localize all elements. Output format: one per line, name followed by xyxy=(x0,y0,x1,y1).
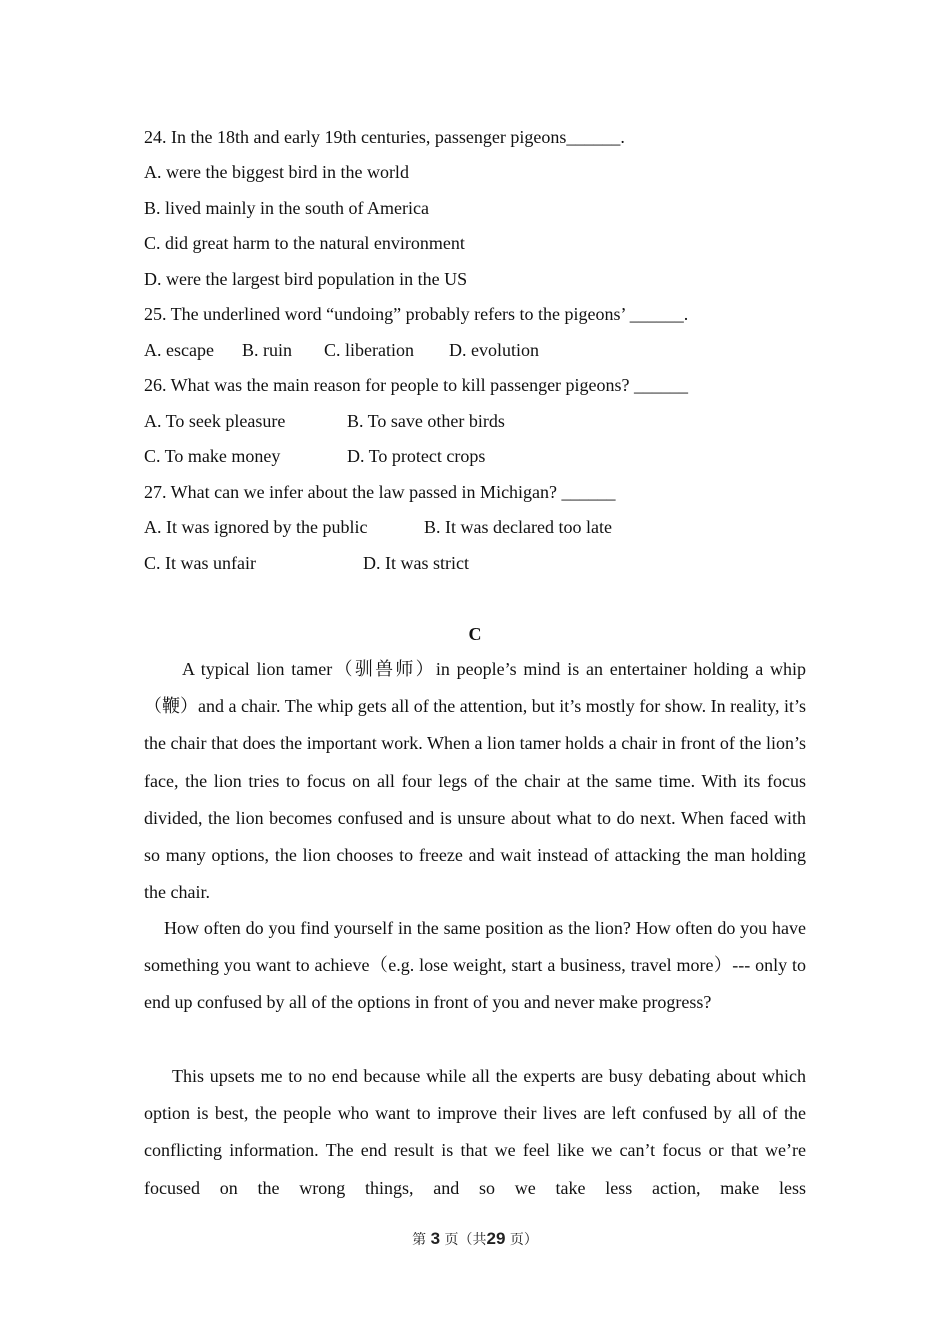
footer-middle: 页（共 xyxy=(444,1232,487,1248)
question-27-option-d: D. It was strict xyxy=(363,553,469,573)
question-27-option-b: B. It was declared too late xyxy=(424,517,612,537)
question-27-option-a: A. It was ignored by the public xyxy=(144,517,368,537)
page-footer xyxy=(0,1229,950,1249)
question-26-option-a: A. To seek pleasure xyxy=(144,411,286,431)
question-24-option-d: D. were the largest bird population in the US xyxy=(144,269,468,289)
question-26-option-c: C. To make money xyxy=(144,446,281,466)
question-26-option-d: D. To protect crops xyxy=(347,446,486,466)
question-24-option-a: A. were the biggest bird in the world xyxy=(144,162,409,182)
passage-paragraph-3: This upsets me to no end because while all the experts are busy debating about which option is best, the people who want to improve their lives are left confused by all of the conflicting information. The end result is that we feel like we can’t focus or that we’re focused on the wrong things, and so we take less action, make less xyxy=(144,1066,806,1198)
footer-prefix: 第 xyxy=(412,1232,427,1248)
question-26-stem: 26. What was the main reason for people to kill passenger pigeons? ______ xyxy=(144,375,689,395)
question-26-option-b: B. To save other birds xyxy=(347,411,505,431)
question-27-option-c: C. It was unfair xyxy=(144,553,256,573)
question-24-option-c: C. did great harm to the natural environment xyxy=(144,233,465,253)
question-24-option-b: B. lived mainly in the south of America xyxy=(144,198,429,218)
passage-paragraph-2: How often do you find yourself in the same position as the lion? How often do you have something you want to achieve（e.g. lose weight, start a business, travel more）--- only to end up confused by all of the options in front of you and never make progress? xyxy=(144,918,806,1013)
question-27-stem: 27. What can we infer about the law passed in Michigan? ______ xyxy=(144,482,616,502)
footer-suffix: 页） xyxy=(509,1232,538,1248)
question-25-option-a: A. escape xyxy=(144,340,214,360)
passage-paragraph-1: A typical lion tamer（驯兽师）in people’s mind is an entertainer holding a whip（鞭）and a chair. The whip gets all of the attention, but it’s mostly for show. In reality, it’s the chair that does the important work. When a lion tamer holds a chair in front of the lion’s face, the lion tries to focus on all four legs of the chair at the same time. With its focus divided, the lion becomes confused and is unsure about what to do next. When faced with so many options, the lion chooses to freeze and wait instead of attacking the man holding the chair. xyxy=(144,659,806,903)
question-25-option-d: D. evolution xyxy=(449,340,539,360)
question-25-option-c: C. liberation xyxy=(324,340,414,360)
question-25-option-b: B. ruin xyxy=(242,340,293,360)
question-25-stem: 25. The underlined word “undoing” probably refers to the pigeons’ ______. xyxy=(144,304,689,324)
passage-heading: C xyxy=(468,624,482,644)
footer-page-number: 3 xyxy=(430,1229,441,1248)
footer-total-pages: 29 xyxy=(486,1229,506,1248)
question-24-stem: 24. In the 18th and early 19th centuries, passenger pigeons______. xyxy=(144,127,625,147)
